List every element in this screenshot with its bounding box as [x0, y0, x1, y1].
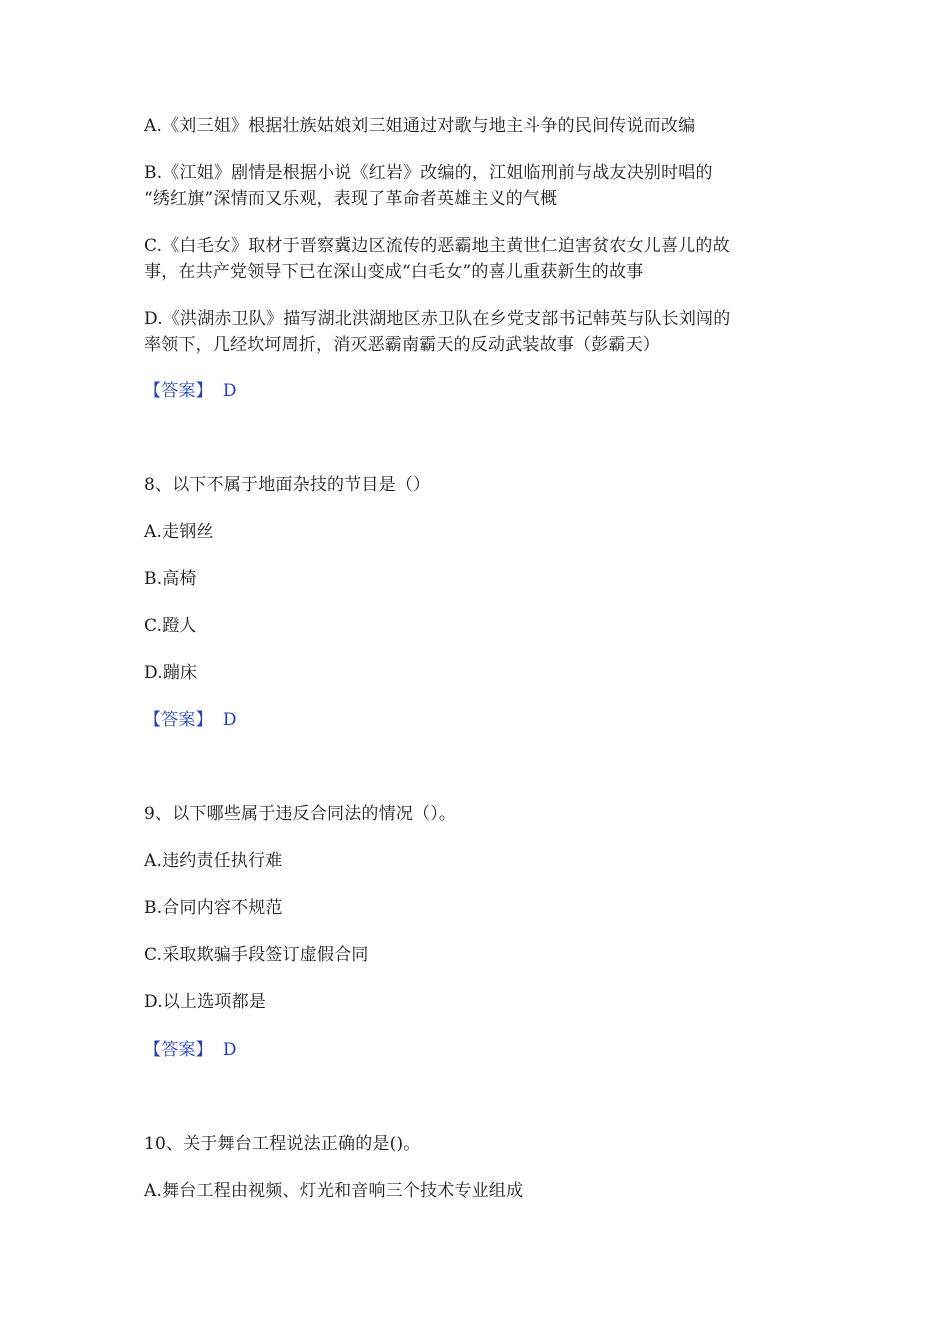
q9-option-a: A.违约责任执行难 — [144, 851, 283, 871]
answer-tag: 【答案】 — [144, 381, 213, 401]
answer-value: D — [222, 381, 237, 401]
q7-option-c-line2: 事，在共产党领导下已在深山变成“白毛女”的喜儿重获新生的故事 — [144, 262, 644, 282]
q8-option-c: C.蹬人 — [144, 616, 197, 636]
q9-option-c: C.采取欺骗手段签订虚假合同 — [144, 945, 369, 965]
q7-option-d-line1: D.《洪湖赤卫队》描写湖北洪湖地区赤卫队在乡党支部书记韩英与队长刘闯的 — [144, 309, 731, 329]
q8-option-b: B.高椅 — [144, 569, 197, 589]
answer-value: D — [222, 1040, 237, 1060]
q9-option-d: D.以上选项都是 — [144, 992, 267, 1012]
q10-stem: 10、关于舞台工程说法正确的是()。 — [144, 1134, 421, 1154]
q7-option-c-line1: C.《白毛女》取材于晋察冀边区流传的恶霸地主黄世仁迫害贫农女儿喜儿的故 — [144, 236, 730, 256]
q7-option-b-line1: B.《江姐》剧情是根据小说《红岩》改编的，江姐临刑前与战友决别时唱的 — [144, 163, 713, 183]
q7-option-b-line2: “绣红旗”深情而又乐观，表现了革命者英雄主义的气概 — [144, 189, 558, 209]
q10-option-a: A.舞台工程由视频、灯光和音响三个技术专业组成 — [144, 1181, 524, 1201]
q8-option-d: D.蹦床 — [144, 663, 198, 683]
q8-stem: 8、以下不属于地面杂技的节目是（） — [144, 475, 431, 495]
answer-value: D — [222, 710, 237, 730]
q7-option-d-line2: 率领下，几经坎坷周折，消灭恶霸南霸天的反动武装故事（彭霸天） — [144, 335, 660, 355]
answer-tag: 【答案】 — [144, 710, 213, 730]
q7-option-a-line1: A.《刘三姐》根据壮族姑娘刘三姐通过对歌与地主斗争的民间传说而改编 — [144, 116, 696, 136]
q9-option-b: B.合同内容不规范 — [144, 898, 283, 918]
q9-answer — [144, 1037, 237, 1063]
q9-stem: 9、以下哪些属于违反合同法的情况（）。 — [144, 804, 457, 824]
answer-tag: 【答案】 — [144, 1040, 213, 1060]
q8-answer — [144, 707, 237, 733]
q8-option-a: A.走钢丝 — [144, 522, 214, 542]
q7-answer — [144, 378, 237, 404]
